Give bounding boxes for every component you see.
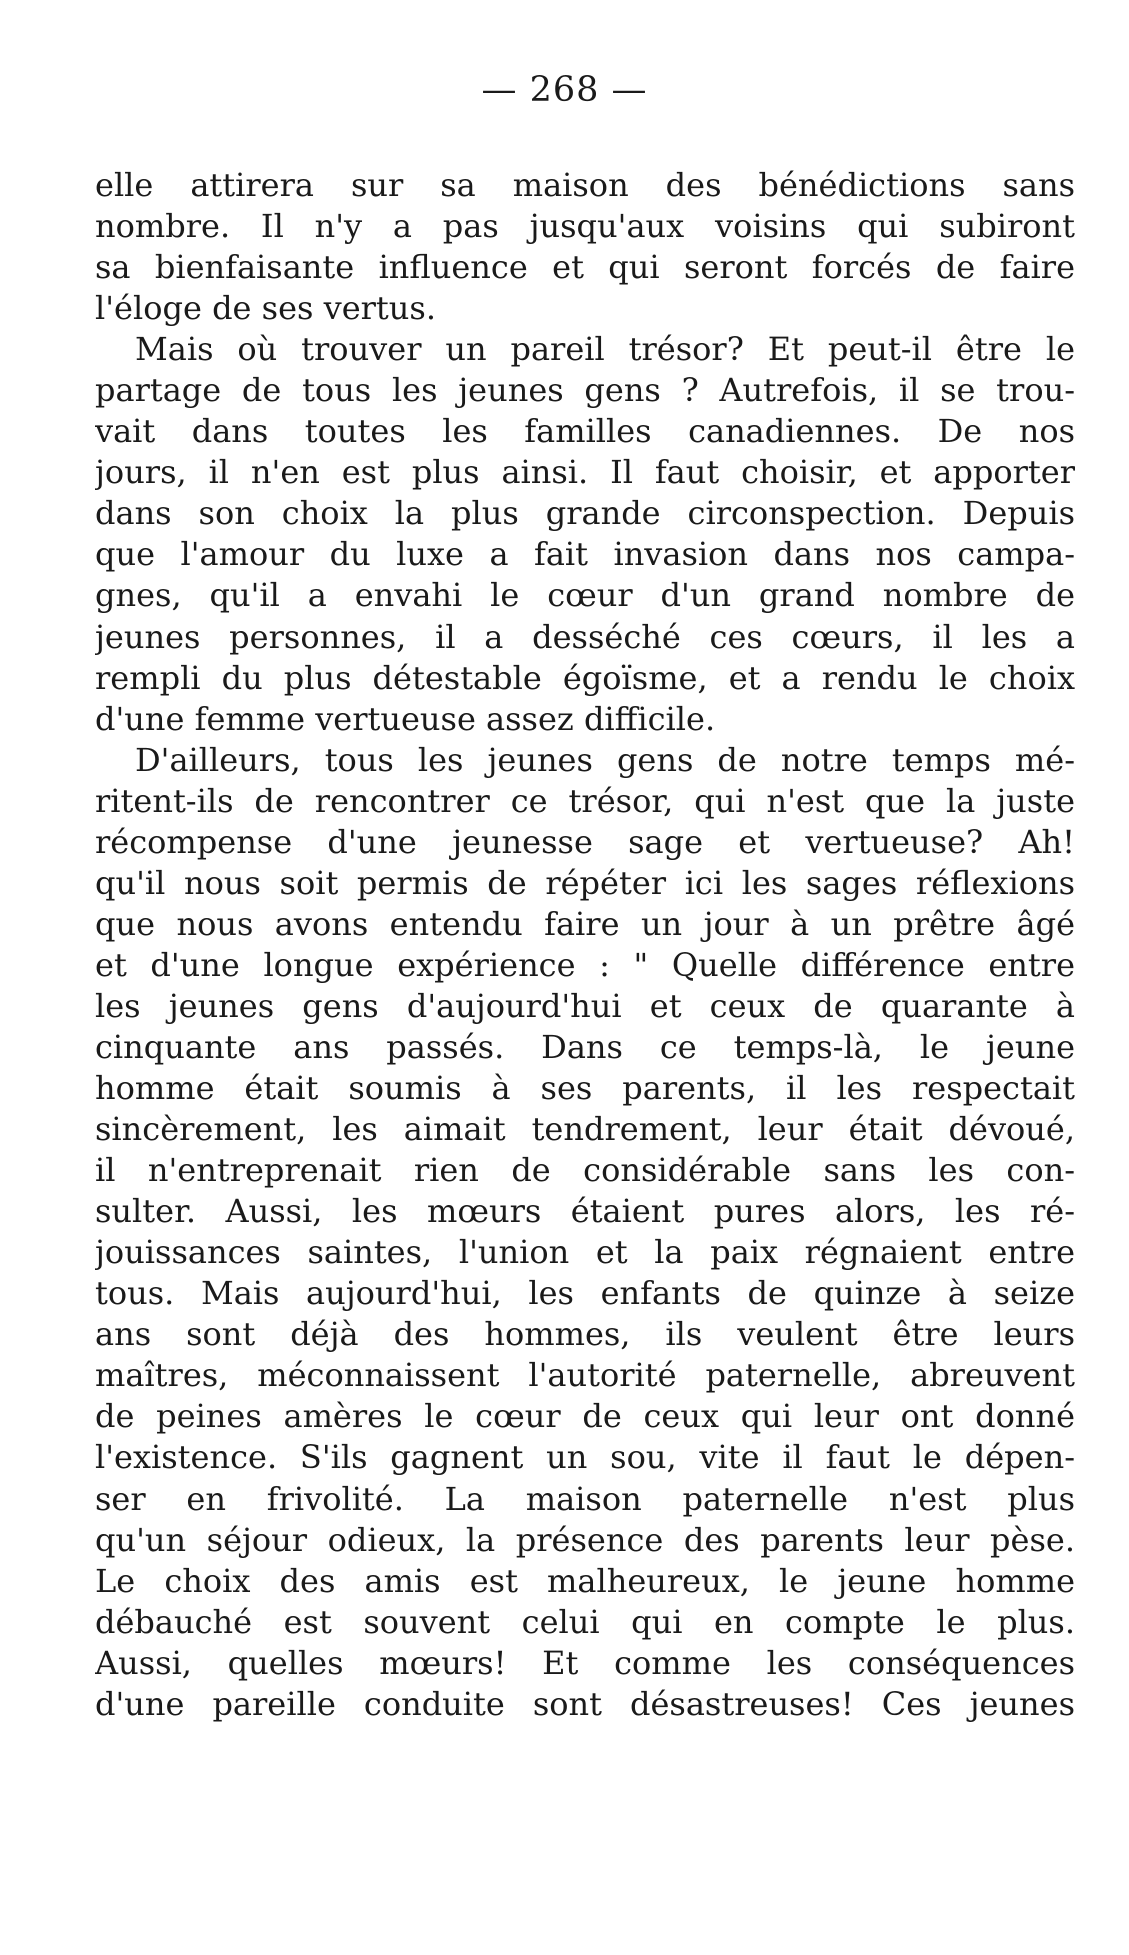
text-line: et d'une longue expérience : " Quelle différence entre [95, 945, 1075, 984]
text-line: récompense d'une jeunesse sage et vertueuse? Ah! [95, 822, 1075, 861]
page-number: — 268 — [481, 70, 648, 110]
text-line: sa bienfaisante influence et qui seront forcés de faire [95, 248, 1075, 287]
text-line: qu'un séjour odieux, la présence des parents leur pèse. [95, 1520, 1075, 1559]
text-line: ritent-ils de rencontrer ce trésor, qui n'est que la juste [95, 781, 1075, 820]
text-line: il n'entreprenait rien de considérable sans les con- [95, 1151, 1075, 1190]
text-line: tous. Mais aujourd'hui, les enfants de quinze à seize [95, 1274, 1075, 1313]
text-line: homme était soumis à ses parents, il les respectait [95, 1069, 1075, 1108]
text-line: l'existence. S'ils gagnent un sou, vite il faut le dépen- [95, 1438, 1075, 1477]
text-line: sincèrement, les aimait tendrement, leur était dévoué, [95, 1110, 1075, 1149]
text-line: maîtres, méconnaissent l'autorité paternelle, abreuvent [95, 1356, 1075, 1395]
text-line: jouissances saintes, l'union et la paix régnaient entre [95, 1233, 1075, 1272]
body-text [95, 165, 1075, 1725]
text-line: partage de tous les jeunes gens ? Autrefois, il se trou- [95, 371, 1075, 410]
text-line: d'une pareille conduite sont désastreuses! Ces jeunes [95, 1684, 1075, 1723]
text-line: ser en frivolité. La maison paternelle n'est plus [95, 1479, 1075, 1518]
text-line: que nous avons entendu faire un jour à un prêtre âgé [95, 904, 1075, 943]
text-line: débauché est souvent celui qui en compte le plus. [95, 1602, 1075, 1641]
text-line: vait dans toutes les familles canadiennes. De nos [95, 412, 1075, 451]
text-line: jeunes personnes, il a desséché ces cœurs, il les a [95, 617, 1075, 656]
text-line: Aussi, quelles mœurs! Et comme les conséquences [95, 1643, 1075, 1682]
text-line: les jeunes gens d'aujourd'hui et ceux de quarante à [95, 986, 1075, 1025]
text-line: D'ailleurs, tous les jeunes gens de notre temps mé- [135, 740, 1075, 779]
text-line: Le choix des amis est malheureux, le jeune homme [95, 1561, 1075, 1600]
text-line: Mais où trouver un pareil trésor? Et peut-il être le [135, 330, 1075, 369]
text-line: qu'il nous soit permis de répéter ici les sages réflexions [95, 863, 1075, 902]
text-line: cinquante ans passés. Dans ce temps-là, le jeune [95, 1027, 1075, 1066]
text-line: l'éloge de ses vertus. [95, 289, 436, 328]
text-line: d'une femme vertueuse assez difficile. [95, 699, 716, 738]
text-line: gnes, qu'il a envahi le cœur d'un grand nombre de [95, 576, 1075, 615]
text-line: jours, il n'en est plus ainsi. Il faut choisir, et apporter [95, 453, 1075, 492]
text-line: dans son choix la plus grande circonspection. Depuis [95, 494, 1075, 533]
text-line: de peines amères le cœur de ceux qui leur ont donné [95, 1397, 1075, 1436]
text-line: ans sont déjà des hommes, ils veulent être leurs [95, 1315, 1075, 1354]
text-line: rempli du plus détestable égoïsme, et a rendu le choix [95, 658, 1075, 697]
text-line: sulter. Aussi, les mœurs étaient pures alors, les ré- [95, 1192, 1075, 1231]
text-line: que l'amour du luxe a fait invasion dans nos campa- [95, 535, 1075, 574]
text-line: nombre. Il n'y a pas jusqu'aux voisins qui subiront [95, 207, 1075, 246]
text-line: elle attirera sur sa maison des bénédictions sans [95, 166, 1075, 204]
